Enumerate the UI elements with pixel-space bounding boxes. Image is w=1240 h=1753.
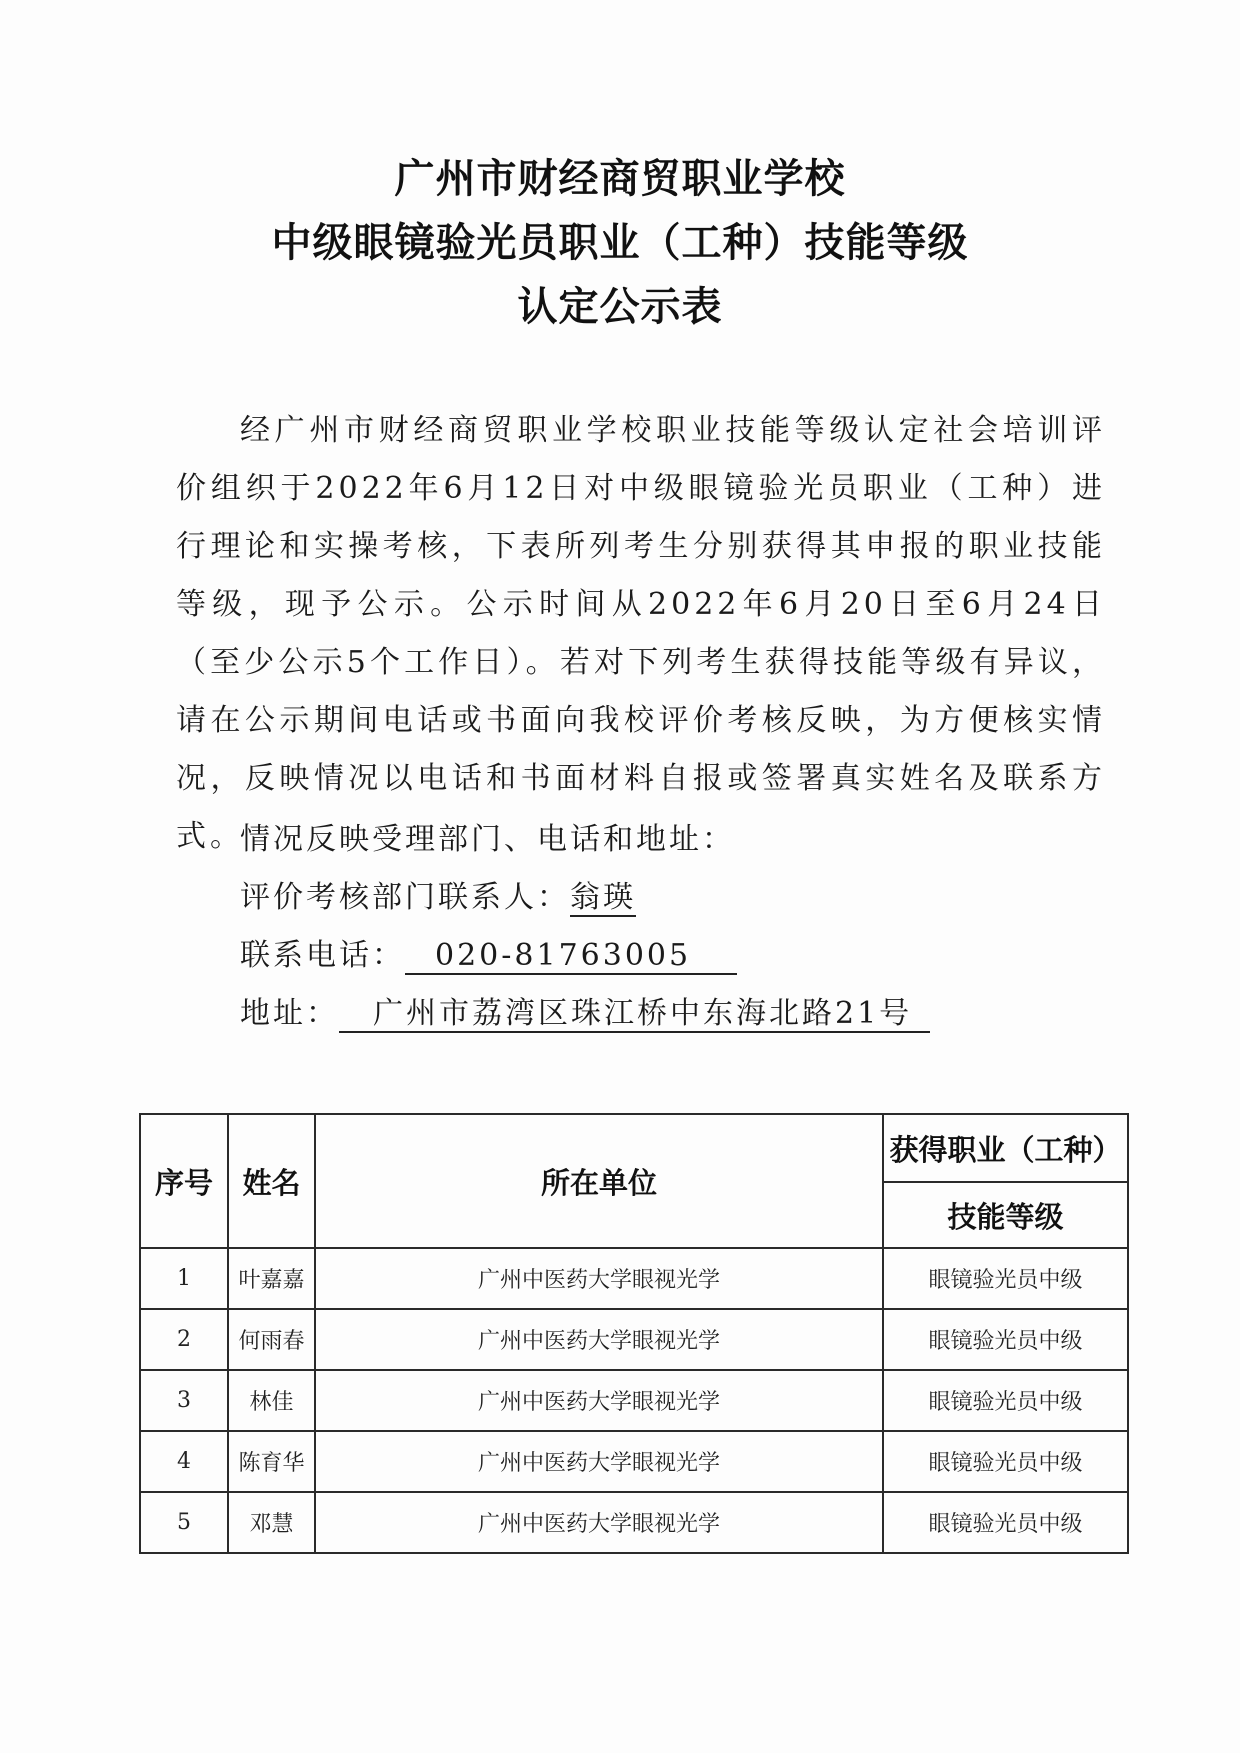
header-level: 技能等级 [883, 1182, 1128, 1248]
row-index: 4 [140, 1431, 228, 1492]
row-unit: 广州中医药大学眼视光学 [315, 1370, 883, 1431]
row-unit: 广州中医药大学眼视光学 [315, 1309, 883, 1370]
table-header-row [140, 1114, 1128, 1182]
document-title-line-2: 中级眼镜验光员职业（工种）技能等级 [271, 220, 969, 266]
certification-table [139, 1113, 1129, 1554]
row-unit: 广州中医药大学眼视光学 [315, 1431, 883, 1492]
notice-paragraph: 经广州市财经商贸职业学校职业技能等级认定社会培训评价组织于2022年6月12日对中级眼镜验光员职业（工种）进行理论和实操考核，下表所列考生分别获得其申报的职业技能等级，现予公示。公示时间从2022年6月20日至6月24日（至少公示5个工作日）。若对下列考生获得技能等级有异议，请在公示期间电话或书面向我校评价考核反映，为方便核实情况，反映情况以电话和书面材料自报或签署真实姓名及联系方式。 [176, 413, 1106, 854]
row-level: 眼镜验光员中级 [883, 1248, 1128, 1309]
row-unit: 广州中医药大学眼视光学 [315, 1492, 883, 1553]
header-unit: 所在单位 [315, 1114, 883, 1248]
header-name: 姓名 [228, 1114, 315, 1248]
row-index: 2 [140, 1309, 228, 1370]
phone-label: 联系电话： [240, 938, 405, 973]
document-title-line-1: 广州市财经商贸职业学校 [394, 156, 846, 202]
address-label: 地址： [240, 996, 339, 1031]
row-level: 眼镜验光员中级 [883, 1370, 1128, 1431]
header-occupation: 获得职业（工种） [883, 1114, 1128, 1182]
row-level: 眼镜验光员中级 [883, 1431, 1128, 1492]
row-name: 邓慧 [228, 1492, 315, 1553]
phone-value: 020-81763005 [405, 939, 737, 975]
table-row [140, 1309, 1128, 1370]
row-level: 眼镜验光员中级 [883, 1309, 1128, 1370]
row-level: 眼镜验光员中级 [883, 1492, 1128, 1553]
document-title-line-3: 认定公示表 [517, 284, 723, 330]
row-index: 5 [140, 1492, 228, 1553]
table-row [140, 1492, 1128, 1553]
contact-person-line [240, 872, 636, 917]
row-unit: 广州中医药大学眼视光学 [315, 1248, 883, 1309]
row-index: 3 [140, 1370, 228, 1431]
contact-person-value: 翁瑛 [570, 880, 636, 915]
row-name: 陈育华 [228, 1431, 315, 1492]
table-row [140, 1370, 1128, 1431]
contact-person-label: 评价考核部门联系人： [240, 880, 570, 915]
header-index: 序号 [140, 1114, 228, 1248]
address-line [240, 988, 930, 1033]
contact-heading: 情况反映受理部门、电话和地址： [240, 822, 735, 857]
row-name: 林佳 [228, 1370, 315, 1431]
phone-line [240, 930, 737, 975]
row-name: 叶嘉嘉 [228, 1248, 315, 1309]
row-name: 何雨春 [228, 1309, 315, 1370]
address-value: 广州市荔湾区珠江桥中东海北路21号 [339, 997, 930, 1033]
table-row [140, 1431, 1128, 1492]
table-row [140, 1248, 1128, 1309]
row-index: 1 [140, 1248, 228, 1309]
